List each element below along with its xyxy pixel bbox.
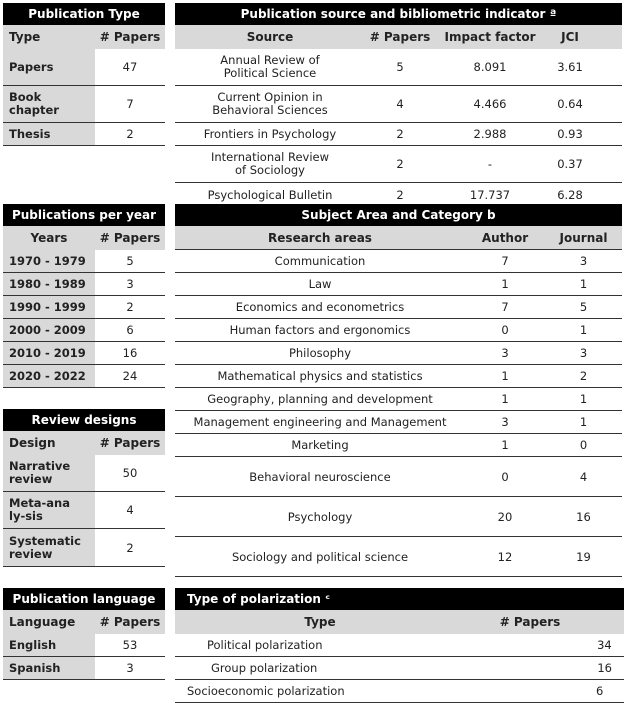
table-row	[3, 296, 165, 319]
source-name: Annual Review of Political Science	[220, 53, 320, 80]
source-jci: 6.28	[557, 187, 583, 202]
research-area: Marketing	[291, 438, 349, 452]
subject-rows	[175, 250, 622, 577]
table-row	[175, 250, 622, 273]
source-name: Psychological Bulletin	[207, 187, 333, 202]
table-row	[3, 86, 165, 123]
table-row	[3, 455, 165, 492]
source-papers: 2	[396, 187, 404, 202]
row-label: 1980 - 1989	[3, 273, 95, 295]
polarization-type: Group polarization	[211, 661, 318, 675]
table-row	[175, 123, 622, 146]
source-name: Frontiers in Psychology	[203, 127, 337, 141]
row-value: 4	[126, 503, 134, 517]
research-area: Psychology	[287, 509, 353, 524]
publication-source-table	[175, 3, 622, 206]
author-count: 1	[501, 277, 509, 291]
row-value: 3	[126, 661, 134, 675]
table-row	[175, 49, 622, 86]
source-papers: 2	[396, 127, 404, 141]
row-value: 53	[122, 638, 138, 652]
table-row	[3, 365, 165, 388]
table-row	[3, 273, 165, 296]
research-area: Mathematical physics and statistics	[217, 369, 423, 383]
source-papers: 2	[396, 157, 404, 171]
journal-count: 1	[579, 323, 588, 337]
table-row	[3, 634, 165, 657]
source-papers: 5	[396, 60, 404, 74]
source-impact: 4.466	[473, 97, 507, 111]
table-header	[175, 610, 624, 634]
journal-count: 1	[579, 277, 588, 291]
table-row	[3, 123, 165, 146]
author-count: 7	[501, 300, 509, 314]
header-type: Type	[9, 30, 41, 44]
table-title: Publication source and bibliometric indicator ª	[175, 3, 622, 25]
row-value: 3	[126, 277, 134, 291]
journal-count: 19	[576, 549, 591, 564]
header-papers: # Papers	[499, 615, 561, 629]
journal-count: 16	[576, 509, 591, 524]
publication-language-table	[3, 588, 165, 680]
source-impact: 8.091	[473, 60, 507, 74]
table-row	[175, 146, 622, 183]
header-language: Language	[9, 615, 76, 629]
author-count: 3	[501, 415, 509, 429]
source-impact: 17.737	[469, 187, 511, 202]
table-row	[3, 250, 165, 273]
row-value: 6	[126, 323, 134, 337]
table-row	[3, 529, 165, 567]
research-area: Sociology and political science	[231, 549, 409, 564]
table-row	[3, 49, 165, 86]
journal-count: 1	[579, 415, 588, 429]
journal-count: 3	[579, 346, 588, 360]
research-area: Communication	[274, 254, 366, 268]
header-design: Design	[9, 436, 56, 450]
header-jci: JCI	[561, 30, 579, 44]
table-header	[175, 25, 622, 49]
table-row	[3, 657, 165, 680]
row-label: Thesis	[3, 123, 95, 145]
row-label: Meta-analy-sis	[3, 492, 95, 528]
header-research-areas: Research areas	[268, 230, 372, 245]
row-value: 2	[126, 127, 134, 141]
table-row	[175, 183, 622, 206]
research-area: Philosophy	[288, 346, 352, 360]
row-value: 50	[122, 466, 138, 480]
table-row	[3, 342, 165, 365]
source-jci: 3.61	[557, 60, 583, 74]
author-count: 1	[501, 438, 509, 452]
row-value: 47	[122, 60, 138, 74]
row-label: 2010 - 2019	[3, 342, 95, 364]
table-row	[175, 296, 622, 319]
polarization-type-table	[175, 588, 624, 703]
source-jci: 0.64	[557, 97, 583, 111]
table-header	[3, 25, 165, 49]
row-label: 2020 - 2022	[3, 365, 95, 387]
row-value: 16	[122, 346, 138, 360]
table-row	[175, 680, 624, 703]
source-papers: 4	[396, 97, 404, 111]
research-area: Human factors and ergonomics	[229, 323, 411, 337]
table-row	[175, 86, 622, 123]
header-years: Years	[30, 231, 68, 245]
row-value: 24	[122, 369, 138, 383]
table-header	[3, 431, 165, 455]
header-impact-factor: Impact factor	[444, 30, 536, 44]
row-label: 1970 - 1979	[3, 250, 95, 272]
table-row	[175, 388, 622, 411]
row-label: Spanish	[3, 657, 95, 679]
row-value: 7	[126, 97, 134, 111]
header-type: Type	[304, 615, 336, 629]
author-count: 12	[497, 549, 513, 564]
polarization-papers: 16	[597, 661, 612, 675]
table-row	[175, 342, 622, 365]
row-value: 2	[126, 300, 134, 314]
table-header	[3, 226, 165, 250]
table-title: Subject Area and Category b	[175, 204, 622, 226]
research-area: Behavioral neuroscience	[249, 469, 391, 484]
table-row	[175, 434, 622, 457]
row-label: Systematic review	[3, 529, 95, 566]
header-papers: # Papers	[99, 615, 161, 629]
table-title: Publication language	[3, 588, 165, 610]
source-impact: -	[487, 157, 493, 171]
table-title: Review designs	[3, 409, 165, 431]
header-source: Source	[246, 30, 294, 44]
table-header	[3, 610, 165, 634]
polarization-papers: 6	[596, 684, 604, 698]
polarization-type: Political polarization	[207, 638, 323, 652]
author-count: 20	[497, 509, 513, 524]
table-title: Publications per year	[3, 204, 165, 226]
table-row	[175, 537, 622, 577]
table-row	[175, 319, 622, 342]
source-name: Current Opinion in Behavioral Sciences	[212, 90, 328, 117]
table-row	[175, 411, 622, 434]
source-jci: 0.93	[557, 127, 583, 141]
header-author: Author	[481, 230, 529, 245]
row-label: Papers	[3, 49, 95, 85]
subject-area-table	[175, 204, 622, 577]
header-papers: # Papers	[99, 30, 161, 44]
table-row	[175, 657, 624, 680]
polarization-papers: 34	[597, 638, 612, 652]
table-row	[175, 457, 622, 497]
publications-per-year-table	[3, 204, 165, 388]
research-area: Law	[308, 277, 332, 291]
header-papers: # Papers	[99, 436, 161, 450]
row-label: Book chapter	[3, 86, 95, 122]
header-journal: Journal	[559, 230, 608, 245]
publication-type-table	[3, 3, 165, 146]
author-count: 0	[501, 469, 509, 484]
journal-count: 4	[579, 469, 588, 484]
row-label: Narrative review	[3, 455, 95, 491]
research-area: Management engineering and Management	[193, 415, 447, 429]
row-label: 1990 - 1999	[3, 296, 95, 318]
header-papers: # Papers	[369, 30, 431, 44]
source-name: International Review of Sociology	[210, 150, 330, 177]
table-row	[175, 365, 622, 388]
journal-count: 5	[579, 300, 588, 314]
table-title: Type of polarization ᶜ	[175, 588, 624, 610]
table-row	[175, 273, 622, 296]
journal-count: 0	[579, 438, 588, 452]
table-row	[175, 497, 622, 537]
table-row	[175, 634, 624, 657]
row-label: 2000 - 2009	[3, 319, 95, 341]
research-area: Economics and econometrics	[235, 300, 405, 314]
author-count: 1	[501, 369, 509, 383]
row-label: English	[3, 634, 95, 656]
author-count: 3	[501, 346, 509, 360]
polarization-type: Socioeconomic polarization	[187, 684, 345, 698]
journal-count: 2	[579, 369, 588, 383]
source-jci: 0.37	[557, 157, 583, 171]
author-count: 1	[501, 392, 509, 406]
table-title: Publication Type	[3, 3, 165, 25]
table-row	[3, 319, 165, 342]
journal-count: 1	[579, 392, 588, 406]
source-impact: 2.988	[473, 127, 507, 141]
header-papers: # Papers	[99, 231, 161, 245]
author-count: 7	[501, 254, 509, 268]
journal-count: 3	[579, 254, 588, 268]
table-header	[175, 226, 622, 250]
row-value: 2	[126, 540, 134, 555]
table-row	[3, 492, 165, 529]
review-designs-table	[3, 409, 165, 567]
research-area: Geography, planning and development	[207, 392, 433, 406]
row-value: 5	[126, 254, 134, 268]
author-count: 0	[501, 323, 509, 337]
